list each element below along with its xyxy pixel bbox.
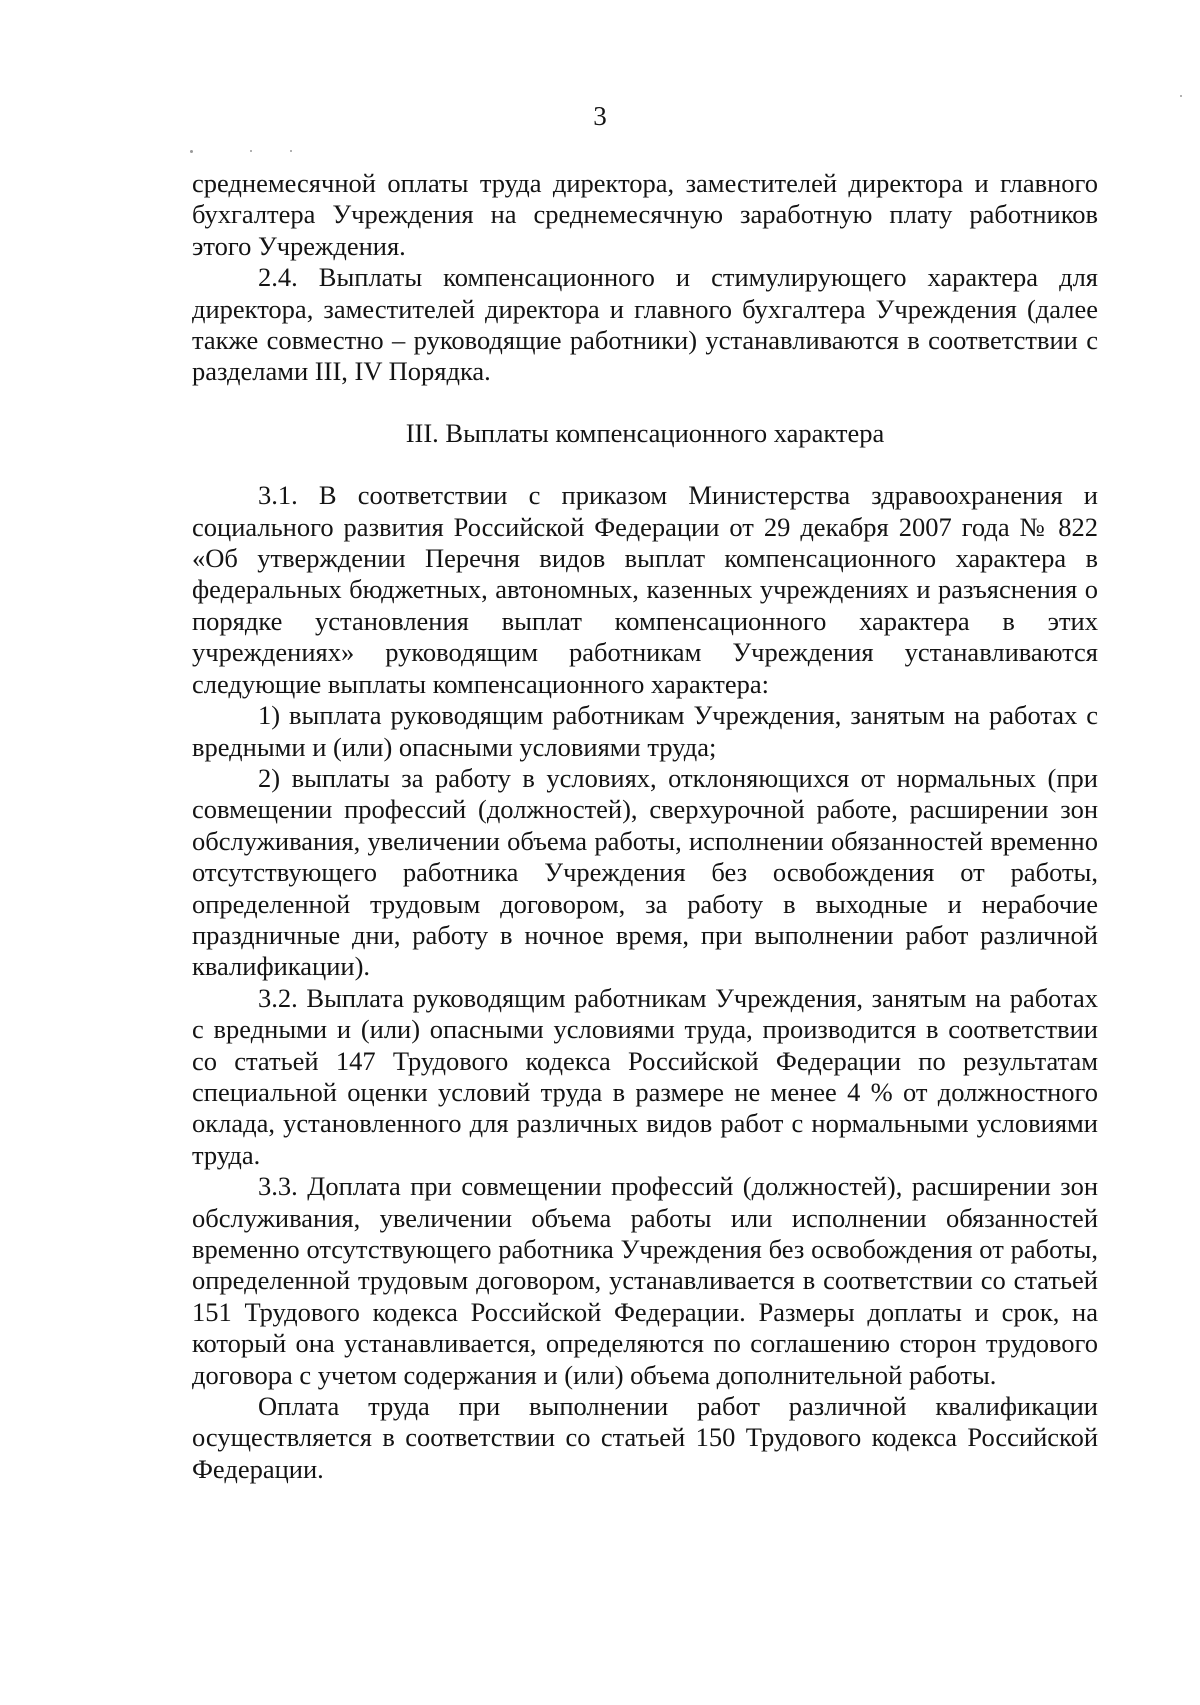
paragraph-qualification-pay: Оплата труда при выполнении работ различной квалификации осуществляется в соответствии со статьей 150 Трудового кодекса Российской Федерации. <box>192 1391 1098 1484</box>
page-number: 3 <box>593 101 607 131</box>
scan-speck <box>190 150 193 153</box>
paragraph-2-4: 2.4. Выплаты компенсационного и стимулирующего характера для директора, заместителей директора и главного бухгалтера Учреждения (далее также совместно – руководящие работники) устанавливаются в соответствии с разделами III, IV Порядка. <box>192 262 1098 387</box>
paragraph-3-1: 3.1. В соответствии с приказом Министерства здравоохранения и социального развития Российской Федерации от 29 декабря 2007 года № 822 «Об утверждении Перечня видов выплат компенсационного характера в федеральных бюджетных, автономных, казенных учреждениях и разъяснения о порядке установления выплат компенсационного характера в этих учреждениях» руководящим работникам Учреждения устанавливаются следующие выплаты компенсационного характера: <box>192 480 1098 699</box>
paragraph-continuation: среднемесячной оплаты труда директора, заместителей директора и главного бухгалтера Учреждения на среднемесячную заработную плату работников этого Учреждения. <box>192 168 1098 261</box>
scan-speck <box>290 150 292 152</box>
section-heading: III. Выплаты компенсационного характера <box>405 417 885 448</box>
scan-speck <box>1180 95 1182 97</box>
document-body <box>192 168 1098 1485</box>
list-item-2: 2) выплаты за работу в условиях, отклоняющихся от нормальных (при совмещении профессий (должностей), сверхурочной работе, расширении зон обслуживания, увеличении объема работы, исполнении обязанностей временно отсутствующего работника Учреждения без освобождения от работы, определенной трудовым договором, за работу в выходные и нерабочие праздничные дни, работу в ночное время, при выполнении работ различной квалификации). <box>192 762 1098 982</box>
paragraph-3-3: 3.3. Доплата при совмещении профессий (должностей), расширении зон обслуживания, увеличении объема работы или исполнении обязанностей временно отсутствующего работника Учреждения без освобождения от работы, определенной трудовым договором, устанавливается в соответствии со статьей 151 Трудового кодекса Российской Федерации. Размеры доплаты и срок, на который она устанавливается, определяются по соглашению сторон трудового договора с учетом содержания и (или) объема дополнительной работы. <box>192 1171 1098 1390</box>
list-item-1: 1) выплата руководящим работникам Учреждения, занятым на работах с вредными и (или) опасными условиями труда; <box>192 700 1098 762</box>
paragraph-3-2: 3.2. Выплата руководящим работникам Учреждения, занятым на работах с вредными и (или) опасными условиями труда, производится в соответствии со статьей 147 Трудового кодекса Российской Федерации по результатам специальной оценки условий труда в размере не менее 4 % от должностного оклада, установленного для различных видов работ с нормальными условиями труда. <box>192 982 1098 1170</box>
scan-speck <box>250 150 252 152</box>
